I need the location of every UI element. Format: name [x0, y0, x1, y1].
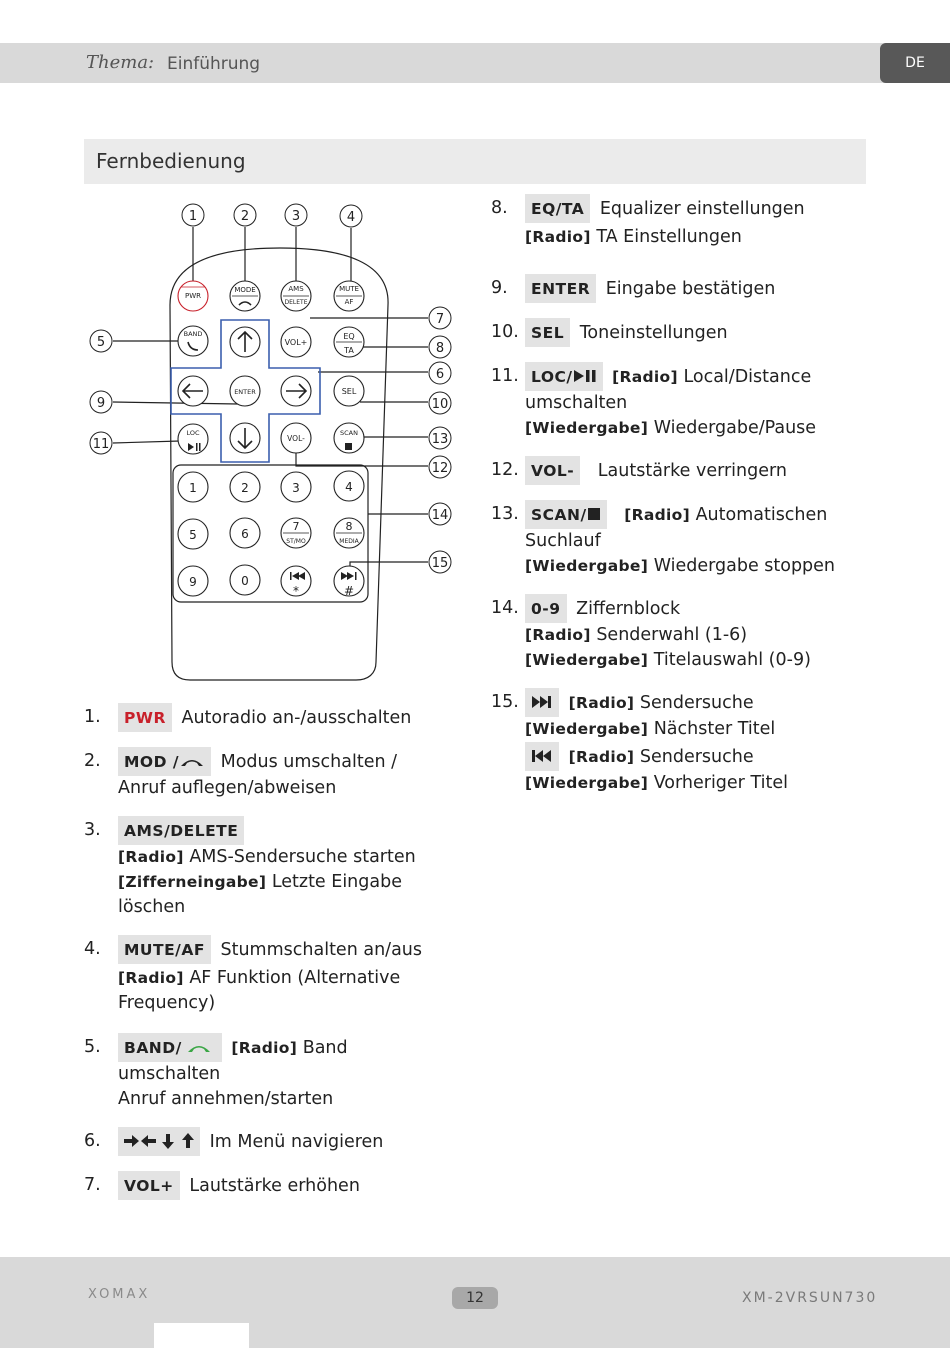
ta-label: TA [344, 346, 354, 355]
item-5-number: 5. [84, 1037, 101, 1057]
num-9-label: 9 [189, 575, 197, 589]
item-14-tag2: [Wiedergabe] [525, 651, 649, 669]
item-14-text2: Titelauswahl (0-9) [653, 650, 811, 670]
item-8-number: 8. [491, 198, 508, 218]
item-3 [118, 816, 458, 920]
prev-track-key-label [525, 742, 559, 771]
item-2-text: Modus umschalten / [220, 752, 398, 772]
remote-outline [170, 248, 388, 680]
callout-label-13: 13 [431, 432, 449, 447]
header-topic: Einführung [167, 54, 261, 74]
item-15-tag3: [Radio] [568, 748, 635, 766]
media-label: MEDIA [339, 538, 359, 545]
next-track-key-label [525, 688, 559, 717]
item-11-number: 11. [491, 366, 519, 386]
callout-label-8: 8 [435, 341, 445, 356]
callout-label-11: 11 [92, 437, 110, 452]
callout-label-15: 15 [431, 556, 449, 571]
callout-label-2: 2 [240, 209, 250, 224]
item-4-number: 4. [84, 939, 101, 959]
item-4-line3: Frequency) [118, 993, 216, 1013]
mute-label: MUTE [339, 285, 359, 293]
num-6-label: 6 [241, 527, 249, 541]
nav-arrows-key-label [118, 1127, 200, 1156]
footer-model: XM-2VRSUN730 [742, 1290, 878, 1306]
phone-answer-icon [182, 1040, 216, 1054]
item-6 [118, 1127, 383, 1156]
item-10-text: Toneinstellungen [579, 323, 728, 343]
play-pause-icon [573, 369, 597, 383]
item-5-text1: Band [302, 1038, 348, 1058]
item-11-tag2: [Wiedergabe] [525, 419, 649, 437]
item-13-text1: Automatischen [695, 505, 828, 525]
page-number: 12 [452, 1287, 498, 1309]
item-13-number: 13. [491, 504, 519, 524]
eq-ta-key-label: EQ/TA [525, 194, 590, 223]
band-key-label: BAND/ [118, 1033, 222, 1062]
item-13-line2: Suchlauf [525, 531, 601, 551]
callout-label-4: 4 [346, 210, 356, 225]
pwr-label: PWR [184, 292, 202, 300]
item-6-number: 6. [84, 1131, 101, 1151]
band-label: BAND [183, 330, 203, 338]
item-15-tag1: [Radio] [568, 694, 635, 712]
prev-track-icon [531, 749, 553, 763]
callout-label-9: 9 [96, 396, 106, 411]
callout-label-1: 1 [188, 209, 198, 224]
st-mo-label: ST/MO [286, 538, 306, 545]
remote-diagram [0, 0, 480, 690]
sel-key-label: SEL [525, 318, 570, 347]
item-12 [525, 456, 787, 485]
eq-label: EQ [343, 332, 355, 341]
item-15-text2: Nächster Titel [653, 719, 776, 739]
item-15-number: 15. [491, 692, 519, 712]
callout-label-3: 3 [291, 209, 301, 224]
star-label: * [293, 584, 299, 598]
item-3-text2: Letzte Eingabe [271, 872, 402, 892]
item-14-tag1: [Radio] [525, 626, 591, 644]
item-15-tag2: [Wiedergabe] [525, 720, 649, 738]
item-15-text1: Sendersuche [639, 693, 754, 713]
num-5-label: 5 [189, 528, 197, 542]
item-15-tag4: [Wiedergabe] [525, 774, 649, 792]
stop-icon [587, 507, 601, 521]
item-9-text: Eingabe bestätigen [605, 279, 776, 299]
item-13 [525, 500, 865, 579]
footer-strip [154, 1323, 249, 1348]
item-8 [525, 194, 865, 250]
item-8-tag1: [Radio] [525, 228, 591, 246]
header-thema-label: Thema: [86, 52, 155, 73]
af-label: AF [344, 298, 354, 306]
item-4-tag1: [Radio] [118, 969, 184, 987]
num-7-label: 7 [292, 520, 300, 533]
scan-label: SCAN [340, 429, 358, 437]
item-5-line2: umschalten [118, 1064, 221, 1084]
item-11 [525, 362, 865, 441]
loc-label: LOC [186, 429, 200, 437]
numpad-key-label: 0-9 [525, 594, 567, 623]
item-11-text2: Wiedergabe/Pause [653, 418, 817, 438]
callout-label-14: 14 [431, 508, 449, 523]
num-1-label: 1 [189, 481, 197, 495]
item-4-text1: AF Funktion (Alternative [189, 968, 401, 988]
item-3-line3: löschen [118, 897, 186, 917]
item-2-number: 2. [84, 751, 101, 771]
item-1-number: 1. [84, 707, 101, 727]
item-15-text3: Sendersuche [639, 747, 754, 767]
item-14-number: 14. [491, 598, 519, 618]
num-2-label: 2 [241, 481, 249, 495]
item-7 [118, 1171, 360, 1200]
sel-label: SEL [341, 387, 357, 396]
hash-label: # [343, 584, 355, 598]
item-9-number: 9. [491, 278, 508, 298]
item-11-text1: Local/Distance [683, 367, 812, 387]
num-8-label: 8 [345, 520, 353, 533]
item-11-tag1: [Radio] [612, 368, 678, 386]
item-4 [118, 935, 458, 1016]
item-2 [118, 747, 458, 801]
section-title: Fernbedienung [96, 149, 246, 173]
enter-key-label: ENTER [525, 274, 596, 303]
ams-label: AMS [288, 285, 304, 293]
item-4-text: Stummschalten an/aus [220, 940, 422, 960]
mute-af-key-label: MUTE/AF [118, 935, 211, 964]
item-9 [525, 274, 775, 303]
callout-label-12: 12 [431, 461, 449, 476]
hangup-icon [179, 754, 205, 768]
nav-arrows-icon [123, 1133, 195, 1149]
callout-label-7: 7 [435, 312, 445, 327]
language-tab[interactable]: DE [880, 43, 950, 83]
num-0-label: 0 [241, 574, 249, 588]
item-11-line2: umschalten [525, 393, 628, 413]
item-3-tag2: [Zifferneingabe] [118, 873, 267, 891]
vol-plus-label: VOL+ [284, 338, 308, 347]
callout-label-10: 10 [431, 397, 449, 412]
stop-icon [345, 443, 352, 450]
item-8-text1: TA Einstellungen [596, 227, 742, 247]
num-3-label: 3 [292, 481, 300, 495]
item-1-text: Autoradio an-/ausschalten [181, 708, 412, 728]
ams-delete-key-label: AMS/DELETE [118, 816, 244, 845]
num-4-label: 4 [345, 480, 353, 494]
delete-label: DELETE [284, 299, 308, 306]
mode-label: MODE [234, 286, 256, 294]
item-14 [525, 594, 865, 673]
vol-minus-label: VOL- [287, 434, 305, 443]
item-15 [525, 688, 865, 796]
item-5 [118, 1033, 458, 1112]
item-13-tag1: [Radio] [624, 506, 690, 524]
loc-play-key-label: LOC/ [525, 362, 603, 391]
vol-plus-key-label: VOL+ [118, 1171, 180, 1200]
next-track-icon [531, 695, 553, 709]
vol-minus-key-label: VOL- [525, 456, 580, 485]
callout-label-5: 5 [96, 335, 106, 350]
item-10 [525, 318, 728, 347]
item-2-line2: Anruf auflegen/abweisen [118, 778, 337, 798]
item-14-text: Ziffernblock [576, 599, 681, 619]
item-12-number: 12. [491, 460, 519, 480]
item-1 [118, 703, 411, 732]
item-7-number: 7. [84, 1175, 101, 1195]
item-13-text2: Wiedergabe stoppen [653, 556, 836, 576]
item-12-text: Lautstärke verringern [597, 461, 787, 481]
item-7-text: Lautstärke erhöhen [189, 1176, 360, 1196]
scan-stop-key-label: SCAN/ [525, 500, 607, 529]
item-13-tag2: [Wiedergabe] [525, 557, 649, 575]
item-5-line3: Anruf annehmen/starten [118, 1089, 334, 1109]
item-15-text4: Vorheriger Titel [653, 773, 788, 793]
item-5-tag1: [Radio] [231, 1039, 298, 1057]
mod-key-label: MOD / [118, 747, 211, 776]
item-6-text: Im Menü navigieren [209, 1132, 384, 1152]
item-3-number: 3. [84, 820, 101, 840]
item-3-text1: AMS-Sendersuche starten [189, 847, 416, 867]
item-8-text: Equalizer einstellungen [599, 199, 805, 219]
footer-brand: XOMAX [88, 1287, 151, 1302]
callout-label-6: 6 [435, 367, 445, 382]
item-10-number: 10. [491, 322, 519, 342]
pwr-key-label: PWR [118, 703, 172, 732]
enter-label: ENTER [234, 388, 256, 396]
item-3-tag1: [Radio] [118, 848, 184, 866]
item-14-text1: Senderwahl (1-6) [596, 625, 748, 645]
